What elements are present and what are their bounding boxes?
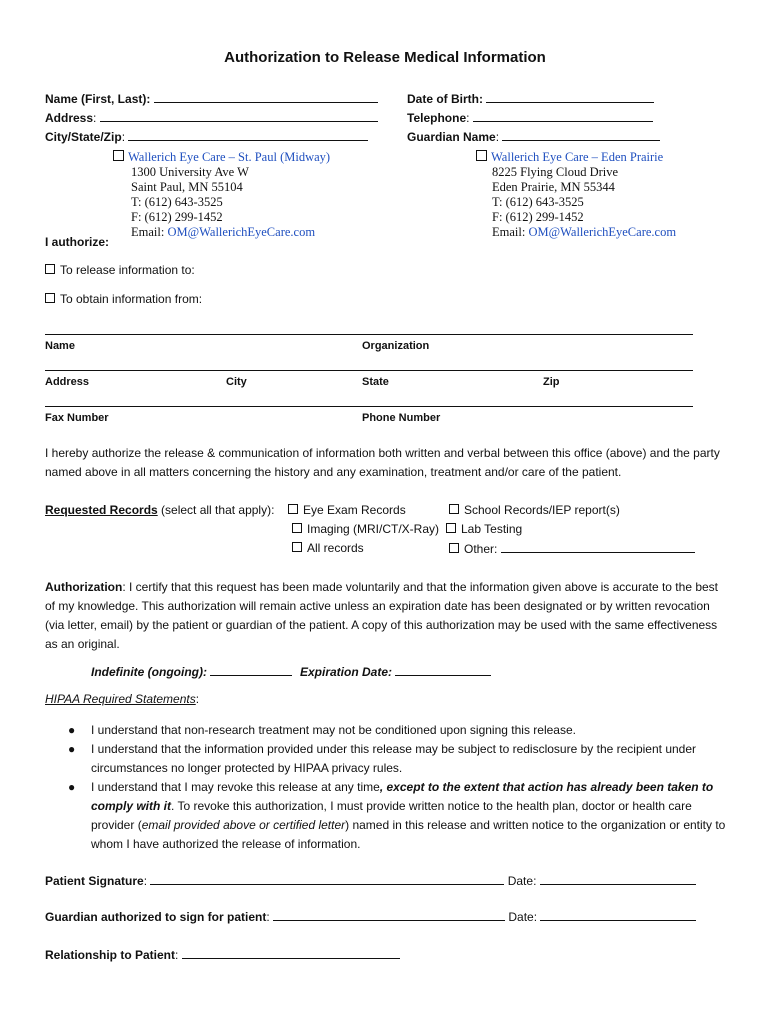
- office-fax: F: (612) 299-1452: [492, 210, 584, 224]
- checkbox-school[interactable]: [449, 504, 459, 514]
- hipaa-statement-3c: . To revoke this authorization, I must provide written notice to the health plan, doctor or health care provider (: [91, 799, 692, 832]
- colon: :: [175, 948, 179, 962]
- patient-name-field[interactable]: [45, 91, 378, 106]
- relationship-input-line[interactable]: [182, 947, 400, 959]
- guardian-signature-line[interactable]: [273, 909, 505, 921]
- expiration-field[interactable]: [300, 664, 491, 679]
- requested-records-heading: [45, 503, 274, 517]
- authorization-paragraph: [45, 578, 725, 654]
- colon: :: [266, 910, 270, 924]
- record-option-label: All records: [307, 541, 364, 555]
- hipaa-heading-colon: :: [195, 692, 200, 706]
- hipaa-statement-3b: , except to the extent that action has already been taken to comply with it: [91, 780, 714, 813]
- checkbox-eden-prairie[interactable]: [476, 150, 487, 161]
- relationship-field[interactable]: [45, 947, 400, 962]
- consent-paragraph: I hereby authorize the release & communication of information both written and verbal between this office (above) and the party named above in all matters concerning the history and any examination, treatment and/or care of the patient.: [45, 446, 720, 479]
- guardian-date-line[interactable]: [540, 909, 696, 921]
- record-option-school[interactable]: [449, 503, 620, 517]
- office-email-link[interactable]: OM@WallerichEyeCare.com: [528, 225, 677, 239]
- list-item: [45, 721, 735, 740]
- office-email-label: Email:: [131, 225, 165, 239]
- expiration-label: Expiration Date:: [300, 665, 393, 679]
- option-obtain[interactable]: [45, 292, 202, 306]
- office-eden-prairie: [476, 150, 676, 240]
- guardian-field[interactable]: Guardian Name:: [407, 129, 660, 144]
- hipaa-statement-1: I understand that non-research treatment may not be conditioned upon signing this release.: [91, 723, 576, 737]
- colon: :: [143, 874, 148, 888]
- option-obtain-label: To obtain information from:: [60, 292, 203, 306]
- office-street: 8225 Flying Cloud Drive: [492, 165, 619, 179]
- indefinite-input-line[interactable]: [210, 664, 292, 676]
- office-fax: F: (612) 299-1452: [131, 210, 223, 224]
- patient-city-field[interactable]: City/State/Zip:: [45, 129, 368, 144]
- record-option-label: Eye Exam Records: [303, 503, 406, 517]
- hipaa-heading: [45, 692, 199, 706]
- hipaa-statement-3d: email provided above or certified letter: [141, 818, 346, 832]
- hipaa-statements: [45, 721, 735, 854]
- address-input-line[interactable]: [100, 110, 378, 122]
- page-title: Authorization to Release Medical Information: [224, 49, 546, 66]
- telephone-input-line[interactable]: [473, 110, 653, 122]
- checkbox-release[interactable]: [45, 264, 55, 274]
- guardian-signature-label: Guardian authorized to sign for patient: [45, 910, 267, 924]
- office-city: Saint Paul, MN 55104: [131, 180, 243, 194]
- list-item: [45, 740, 735, 778]
- date-label: Date:: [508, 910, 538, 924]
- option-release-label: To release information to:: [60, 263, 195, 277]
- record-option-all[interactable]: [292, 541, 364, 555]
- dob-input-line[interactable]: [486, 91, 654, 103]
- record-option-eye-exam[interactable]: [288, 503, 406, 517]
- office-phone: T: (612) 643-3525: [131, 195, 223, 209]
- telephone-label: Telephone: [407, 111, 467, 125]
- party-zip-label: Zip: [543, 376, 560, 388]
- record-option-imaging[interactable]: [292, 522, 439, 536]
- office-st-paul-option[interactable]: [113, 150, 330, 165]
- party-organization-label: Organization: [362, 340, 430, 352]
- checkbox-eye-exam[interactable]: [288, 504, 298, 514]
- office-city: Eden Prairie, MN 55344: [492, 180, 615, 194]
- party-name-line[interactable]: [45, 334, 693, 335]
- list-item: [45, 778, 735, 854]
- city-state-zip-label: City/State/Zip: [45, 130, 122, 144]
- party-address-label: Address: [45, 376, 90, 388]
- record-option-label: Imaging (MRI/CT/X-Ray): [307, 522, 440, 536]
- party-name-label: Name: [45, 340, 75, 352]
- patient-signature-field[interactable]: [45, 873, 696, 888]
- party-fax-label: Fax Number: [45, 412, 109, 424]
- party-state-label: State: [362, 376, 389, 388]
- checkbox-st-paul[interactable]: [113, 150, 124, 161]
- party-fax-phone-line[interactable]: [45, 406, 693, 407]
- telephone-field[interactable]: Telephone:: [407, 110, 653, 125]
- record-option-label: Other:: [464, 542, 498, 556]
- checkbox-lab[interactable]: [446, 523, 456, 533]
- checkbox-all[interactable]: [292, 542, 302, 552]
- hipaa-statement-2: I understand that the information provided under this release may be subject to redisclosure by the recipient under circumstances no longer protected by HIPAA privacy rules.: [91, 742, 697, 775]
- record-option-label: School Records/IEP report(s): [464, 503, 620, 517]
- office-eden-prairie-name: Wallerich Eye Care – Eden Prairie: [491, 150, 664, 164]
- party-city-label: City: [226, 376, 247, 388]
- guardian-signature-field[interactable]: [45, 909, 696, 924]
- patient-address-field[interactable]: Address:: [45, 110, 378, 125]
- office-email-label: Email:: [492, 225, 526, 239]
- patient-signature-label: Patient Signature: [45, 874, 144, 888]
- bullet-icon: ●: [68, 742, 76, 756]
- patient-signature-line[interactable]: [150, 873, 504, 885]
- address-label: Address: [45, 111, 94, 125]
- office-eden-prairie-option[interactable]: [476, 150, 676, 165]
- dob-field[interactable]: [407, 91, 654, 106]
- name-label: Name (First, Last):: [45, 92, 151, 106]
- relationship-label: Relationship to Patient: [45, 948, 176, 962]
- office-st-paul: [113, 150, 330, 240]
- indefinite-label: Indefinite (ongoing):: [91, 665, 207, 679]
- authorization-label: Authorization: [45, 580, 123, 594]
- bullet-icon: ●: [68, 780, 76, 794]
- office-phone: T: (612) 643-3525: [492, 195, 584, 209]
- record-option-lab[interactable]: [446, 522, 522, 536]
- office-email-link[interactable]: OM@WallerichEyeCare.com: [167, 225, 316, 239]
- requested-records-note: (select all that apply):: [157, 503, 275, 517]
- hipaa-heading-text: HIPAA Required Statements: [45, 692, 196, 706]
- requested-records-label: Requested Records: [45, 503, 158, 517]
- city-state-zip-input-line[interactable]: [128, 129, 368, 141]
- bullet-icon: ●: [68, 723, 76, 737]
- dob-label: Date of Birth:: [407, 92, 483, 106]
- checkbox-obtain[interactable]: [45, 293, 55, 303]
- office-street: 1300 University Ave W: [131, 165, 249, 179]
- record-option-other[interactable]: [449, 541, 695, 556]
- option-release[interactable]: [45, 263, 195, 277]
- patient-date-line[interactable]: [540, 873, 696, 885]
- authorization-text: : I certify that this request has been made voluntarily and that the information given above is accurate to the best of my knowledge. This authorization will remain active unless an expiration date has been designated or by written revocation (via letter, email) by the patient or guardian of the patient. A copy of this authorization may be used with the same effectiveness as an original.: [45, 580, 719, 651]
- checkbox-imaging[interactable]: [292, 523, 302, 533]
- party-address-line[interactable]: [45, 370, 693, 371]
- checkbox-other[interactable]: [449, 543, 459, 553]
- guardian-label: Guardian Name: [407, 130, 496, 144]
- office-st-paul-name: Wallerich Eye Care – St. Paul (Midway): [128, 150, 331, 164]
- other-input-line[interactable]: [501, 541, 695, 553]
- record-option-label: Lab Testing: [461, 522, 523, 536]
- indefinite-field[interactable]: [91, 664, 292, 679]
- hipaa-statement-3e: ) named in this release and written notice to the organization or entity to whom I have authorized the release of information.: [91, 818, 726, 851]
- date-label: Date:: [507, 874, 537, 888]
- name-input-line[interactable]: [154, 91, 378, 103]
- hipaa-statement-3a: I understand that I may revoke this release at any time: [91, 780, 380, 794]
- expiration-input-line[interactable]: [395, 664, 491, 676]
- guardian-input-line[interactable]: [502, 129, 660, 141]
- party-phone-label: Phone Number: [362, 412, 441, 424]
- i-authorize-label: I authorize:: [45, 235, 110, 249]
